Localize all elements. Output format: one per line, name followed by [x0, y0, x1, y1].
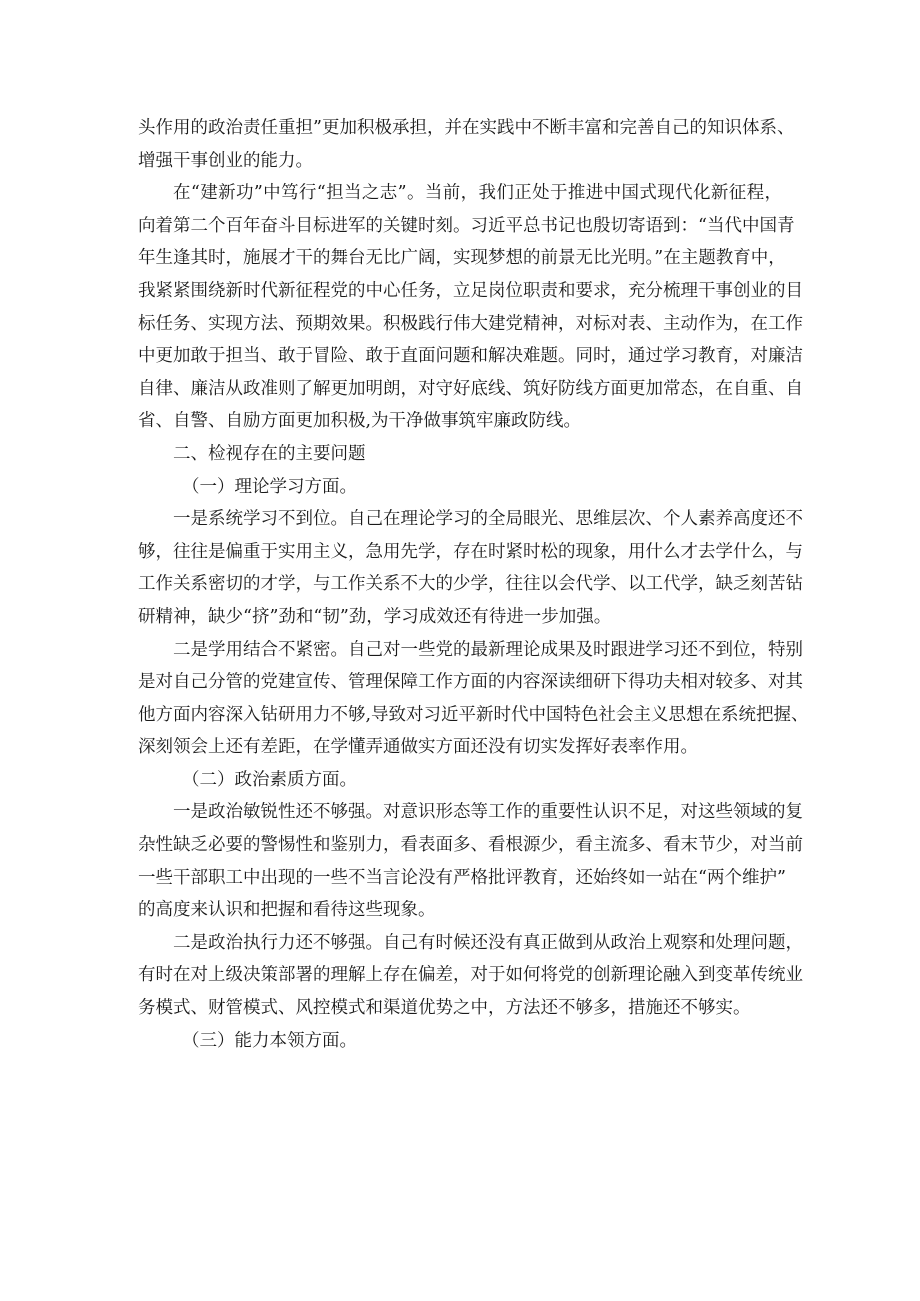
text-line: 头作用的政治责任重担”更加积极承担，并在实践中不断丰富和完善自己的知识体系、 — [138, 118, 795, 138]
section-heading-2: 二、检视存在的主要问题 — [173, 443, 366, 464]
text-line: 是对自己分管的党建宣传、管理保障工作方面的内容深读细研下得功夫相对较多、对其 — [138, 672, 803, 693]
text-line: 在“建新功”中笃行“担当之志”。当前，我们正处于推进中国式现代化新征程， — [173, 183, 782, 204]
text-line: 标任务、实现方法、预期效果。积极践行伟大建党精神，对标对表、主动作为，在工作 — [138, 313, 803, 334]
text-line: 务模式、财管模式、风控模式和渠道优势之中，方法还不够多，措施还不够实。 — [138, 998, 751, 1019]
text-line: 年生逢其时，施展才干的舞台无比广阔，实现梦想的前景无比光明。”在主题教育中， — [138, 248, 786, 269]
paragraph-systematic-study — [138, 503, 803, 633]
subsection-heading-theory: （一）理论学习方面。 — [182, 476, 357, 497]
text-line: 一些干部职工中出现的一些不当言论没有严格批评教育，还始终如一站在“两个维护” — [138, 867, 786, 888]
text-line: 深刻领会上还有差距，在学懂弄通做实方面还没有切实发挥好表率作用。 — [138, 737, 698, 758]
text-line: 省、自警、自励方面更加积极,为干净做事筑牢廉政防线。 — [138, 411, 582, 432]
text-line: 增强干事创业的能力。 — [138, 150, 313, 171]
text-line: 够，往往是偏重于实用主义，急用先学，存在时紧时松的现象，用什么才去学什么，与 — [138, 541, 803, 562]
text-line: 我紧紧围绕新时代新征程党的中心任务，立足岗位职责和要求，充分梳理干事创业的目 — [138, 280, 803, 301]
text-line: 中更加敢于担当、敢于冒险、敢于直面问题和解决难题。同时，通过学习教育，对廉洁 — [138, 346, 803, 367]
subsection-heading-ability: （三）能力本领方面。 — [182, 1030, 357, 1051]
text-line: 他方面内容深入钻研用力不够,导致对习近平新时代中国特色社会主义思想在系统把握、 — [138, 704, 809, 725]
paragraph-political-execution — [138, 927, 803, 1025]
subsection-heading-political: （二）政治素质方面。 — [182, 769, 357, 790]
text-line: 有时在对上级决策部署的理解上存在偏差，对于如何将党的创新理论融入到变革传统业 — [138, 965, 803, 986]
text-line: 工作关系密切的才学，与工作关系不大的少学，往往以会代学、以工代学，缺乏刻苦钻 — [138, 574, 803, 595]
text-line: 一是政治敏锐性还不够强。对意识形态等工作的重要性认识不足，对这些领域的复 — [173, 802, 803, 823]
text-line: 自律、廉洁从政准则了解更加明朗，对守好底线、筑好防线方面更加常态，在自重、自 — [138, 378, 803, 399]
document-body — [138, 112, 809, 1057]
paragraph-political-sensitivity — [138, 796, 803, 926]
text-line: 研精神，缺少“挤”劲和“韧”劲，学习成效还有待进一步加强。 — [138, 606, 612, 627]
paragraph-continuation — [138, 112, 795, 177]
text-line: 二是学用结合不紧密。自己对一些党的最新理论成果及时跟进学习还不到位，特别 — [173, 639, 803, 660]
text-line: 二是政治执行力还不够强。自己有时候还没有真正做到从政治上观察和处理问题， — [173, 932, 803, 953]
text-line: 向着第二个百年奋斗目标进军的关键时刻。习近平总书记也殷切寄语到：“当代中国青 — [138, 215, 795, 236]
paragraph-study-application — [138, 634, 809, 764]
text-line: 一是系统学习不到位。自己在理论学习的全局眼光、思维层次、个人素养高度还不 — [173, 509, 803, 530]
text-line: 的高度来认识和把握和看待这些现象。 — [138, 900, 436, 921]
paragraph-jianxingong — [138, 177, 803, 438]
text-line: 杂性缺乏必要的警惕性和鉴别力，看表面多、看根源少，看主流多、看末节少，对当前 — [138, 835, 803, 856]
